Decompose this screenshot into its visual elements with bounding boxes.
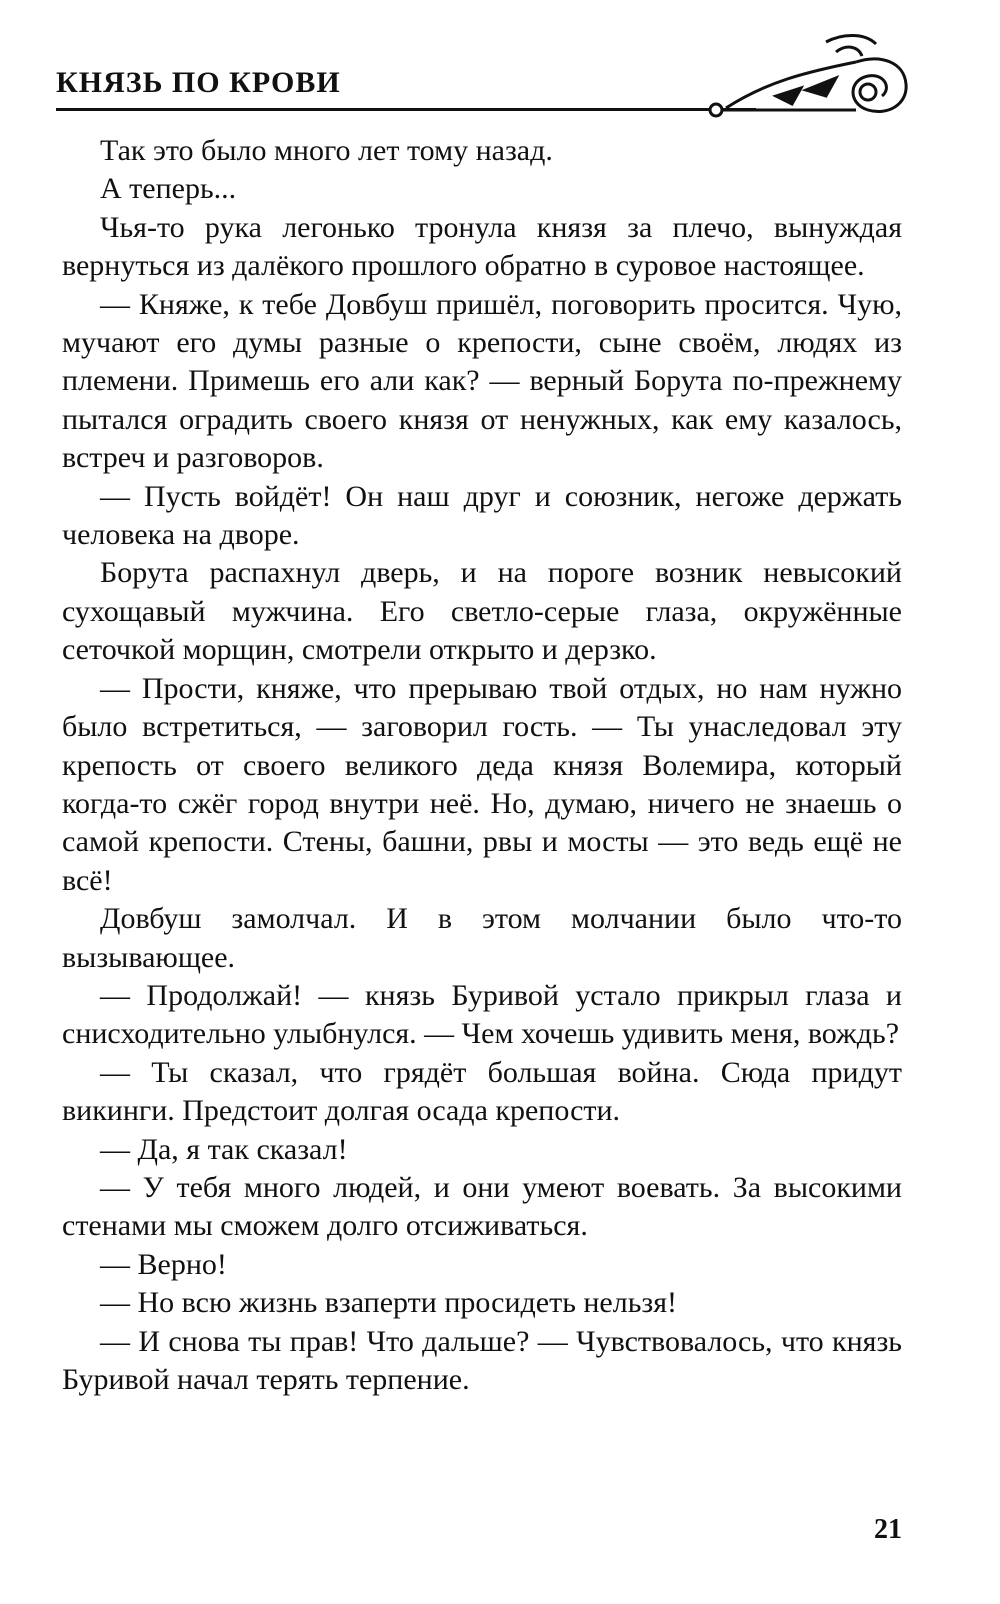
paragraph: Довбуш замолчал. И в этом молчании было что-то вызывающее. [62, 902, 902, 974]
paragraph: — И снова ты прав! Что дальше? — Чувствовалось, что князь Буривой начал терять терпение. [62, 1324, 902, 1396]
paragraph: — Продолжай! — князь Буривой устало прикрыл глаза и снисходительно улыбнулся. — Чем хочешь удивить меня, вождь? [62, 978, 902, 1051]
paragraph: А теперь... [100, 172, 237, 206]
paragraph: — Прости, княже, что прерываю твой отдых, но нам нужно было встретиться, — заговорил гость. — Ты унаследовал эту крепость от своего великого деда князя Волемира, который когда-то сжёг город внутри неё. Но, думаю, ничего не знаешь о самой крепости. Стены, башни, рвы и мосты — это ведь ещё не всё! [62, 671, 902, 897]
paragraph: — Да, я так сказал! [100, 1132, 348, 1166]
paragraph: — Но всю жизнь взаперти просидеть нельзя! [100, 1286, 678, 1320]
paragraph: Борута распахнул дверь, и на пороге возник невысокий сухощавый мужчина. Его светло-серые глаза, окружённые сеточкой морщин, смотрели открыто и дерзко. [62, 556, 902, 667]
paragraph: — У тебя много людей, и они умеют воевать. За высокими стенами мы сможем долго отсиживаться. [62, 1170, 902, 1243]
ornament-icon [706, 32, 916, 122]
body-text [62, 132, 902, 1399]
running-head [56, 62, 916, 118]
paragraph: Так это было много лет тому назад. [100, 134, 553, 167]
paragraph: — Княже, к тебе Довбуш пришёл, поговорить просится. Чую, мучают его думы разные о крепости, сыне своём, людях из племени. Примешь его али как? — верный Борута по-прежнему пытался оградить своего князя от ненужных, как ему казалось, встреч и разговоров. [62, 287, 902, 475]
page-number: 21 [874, 1514, 902, 1545]
paragraph: — Верно! [100, 1247, 227, 1281]
paragraph: Чья-то рука легонько тронула князя за плечо, вынуждая вернуться из далёкого прошлого обратно в суровое настоящее. [62, 210, 902, 283]
paragraph: — Ты сказал, что грядёт большая война. Сюда придут викинги. Предстоит долгая осада крепости. [62, 1055, 902, 1128]
header-rule [56, 108, 756, 111]
paragraph: — Пусть войдёт! Он наш друг и союзник, негоже держать человека на дворе. [62, 479, 902, 552]
running-title: КНЯЗЬ ПО КРОВИ [56, 66, 341, 99]
